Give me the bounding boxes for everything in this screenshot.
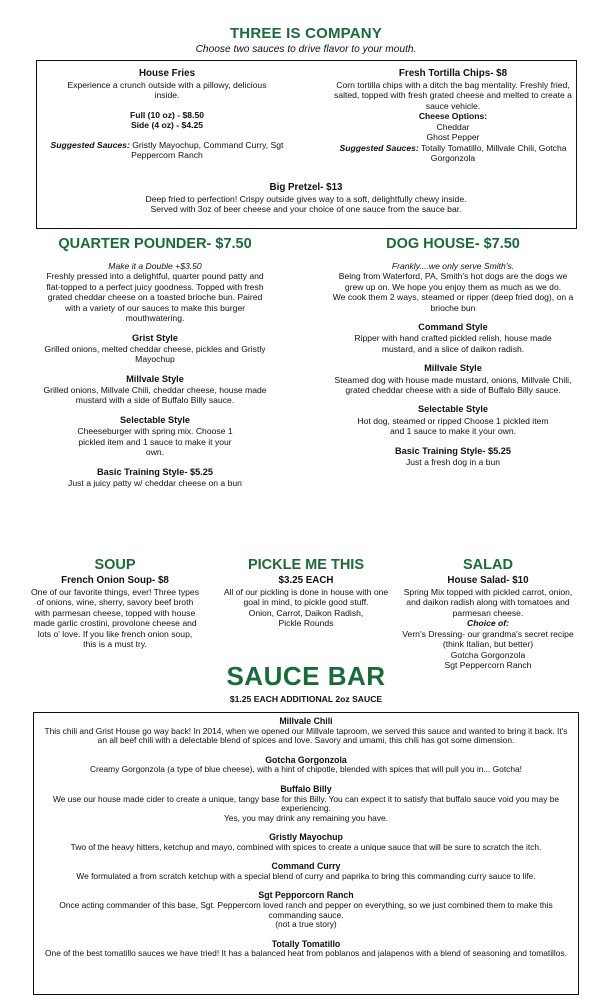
sauce-name: Sgt Pepporcorn Ranch (258, 890, 354, 901)
sauce-name: Command Curry (271, 861, 341, 872)
style-desc: Grilled onions, Millvale Chili, cheddar cheese, house made mustard with a side of Buffalo Billy sauce. (43, 385, 267, 406)
sauce-list (40, 716, 572, 959)
price: $3.25 EACH (278, 574, 334, 586)
item-name: Big Pretzel- $13 (269, 182, 343, 193)
style-name: Basic Training Style- $5.25 (97, 466, 213, 477)
tagline: Frankly....we only serve Smith's. (391, 260, 515, 271)
style-name: Grist Style (132, 332, 178, 343)
sauce-desc: One of the best tomatillo sauces we have tried! It has a balanced heat from poblanos and jalapenos with a blend of seasoning and tomatillos. (45, 948, 567, 959)
salad-section (398, 557, 578, 671)
section-title: SAUCE BAR (226, 661, 386, 691)
cheese-options-label: Cheese Options: (418, 111, 488, 122)
item-desc: Experience a crunch outside with a pillowy, delicious inside. (67, 79, 267, 101)
three-is-company-header (0, 25, 612, 57)
item-desc-2: Served with 3oz of beer cheese and your choice of one sauce from the sauce bar. (150, 204, 462, 215)
section-title: SALAD (463, 557, 513, 573)
sauce-desc: We formulated a from scratch ketchup with a special blend of curry and paprika to bring this commanding curry sauce to life. (76, 870, 536, 881)
sauce-name: Gristly Mayochup (269, 832, 343, 843)
dressing-choice: Sgt Peppercorn Ranch (444, 660, 532, 671)
big-pretzel-item (40, 182, 572, 215)
section-desc: All of our pickling is done in house with one goal in mind, to pickle good stuff. (223, 586, 389, 608)
sauce-desc-2: Yes, you may drink any remaining you have. (223, 812, 389, 823)
suggested-sauces-label: Suggested Sauces: (50, 139, 130, 150)
price-side: Side (4 oz) - $4.25 (130, 120, 204, 131)
dressing-choice: Vern's Dressing- our grandma's secret recipe (think Italian, but better) (402, 628, 574, 650)
suggested-sauces: Totally Tomatillo, Millvale Chili, Gotcha Gorgonzola (421, 142, 567, 164)
sauce-desc: We use our house made cider to create a unique, tangy base for this Billy. You can expect it to satisfy that buffalo sauce void you may be experiencing. (52, 793, 560, 814)
item-name: French Onion Soup- $8 (61, 574, 169, 586)
sauce-bar-header (0, 663, 612, 705)
tortilla-chips-item (328, 68, 578, 164)
sauce-name: Totally Tomatillo (271, 938, 341, 949)
item-name: Fresh Tortilla Chips- $8 (398, 68, 508, 79)
sauce-desc: Creamy Gorgonzola (a type of blue cheese), with a hint of chipotle, blended with spices that will pull you in... Gotcha! (89, 764, 522, 775)
cheese-option: Cheddar (436, 121, 470, 132)
section-desc-2: We cook them 2 ways, steamed or ripper (deep fried dog), on a brioche bun (332, 292, 574, 313)
sauce-name: Gotcha Gorgonzola (265, 754, 347, 765)
sauce-desc: Two of the heavy hitters, ketchup and mayo, combined with spices to create a unique sauce that will be sure to scratch the itch. (70, 841, 542, 852)
soup-section (30, 557, 200, 650)
pickle-items: Onion, Carrot, Daikon Radish, Pickle Rounds (248, 607, 364, 629)
suggested-sauces: Gristly Mayochup, Command Curry, Sgt Peppercorn Ranch (131, 139, 284, 161)
dressing-choice: Gotcha Gorgonzola (450, 649, 526, 660)
style-name: Command Style (418, 322, 488, 333)
style-name: Basic Training Style- $5.25 (395, 445, 511, 456)
sauce-desc: Once acting commander of this base, Sgt. Peppercorn loved ranch and pepper on everything, so we just combined them to make this commanding sauce. (59, 900, 553, 920)
section-title: PICKLE ME THIS (247, 557, 364, 573)
pickle-section (218, 557, 394, 629)
item-name: House Salad- $10 (447, 574, 529, 586)
section-desc: Being from Waterford, PA, Smith's hot dogs are the dogs we grew up on. We hope you enjoy them as much as we do. (338, 271, 568, 292)
section-desc: Freshly pressed into a delightful, quarter pound patty and flat-topped to a perfect juicy goodness. Topped with fresh grated cheddar cheese on a toasted brioche bun. Paired with a variety of our sauces to make this burger mouthwatering. (46, 271, 264, 324)
item-name: House Fries (138, 68, 196, 79)
item-desc: One of our favorite things, ever! Three types of onions, wine, sherry, savory beef broth with parmesan cheese, topped with house made garlic crostini, provolone cheese and lots o' love. If you like french onion soup, this is a must try. (31, 586, 199, 650)
item-desc: Corn tortilla chips with a ditch the bag mentality. Freshly fried, salted, topped with fresh grated cheese and melted to create a sauce vehicle. (334, 79, 572, 111)
style-desc: Just a fresh dog in a bun (405, 456, 501, 467)
dog-house-section (328, 236, 578, 467)
quarter-pounder-section (30, 236, 280, 488)
style-name: Millvale Style (424, 363, 482, 374)
section-title: DOG HOUSE- $7.50 (386, 236, 520, 252)
cheese-option: Ghost Pepper (426, 132, 480, 143)
style-desc: Just a juicy patty w/ cheddar cheese on a bun (68, 477, 242, 488)
sauce-name: Millvale Chili (279, 716, 333, 726)
choice-label: Choice of: (466, 618, 509, 629)
item-desc: Deep fried to perfection! Crispy outside gives way to a soft, delightfully chewy inside. (145, 193, 467, 204)
style-desc: Steamed dog with house made mustard, onions, Millvale Chili, grated cheddar cheese with a side of Buffalo Billy sauce. (334, 374, 572, 395)
suggested-sauces-label: Suggested Sauces: (339, 142, 419, 153)
style-name: Selectable Style (418, 404, 488, 415)
price-full: Full (10 oz) - $8.50 (129, 109, 205, 120)
style-desc: Cheeseburger with spring mix. Choose 1 pickled item and 1 sauce to make it your own. (77, 426, 233, 458)
double-option: Make it a Double +$3.50 (108, 260, 202, 271)
section-subtitle: $1.25 EACH ADDITIONAL 2oz SAUCE (229, 694, 383, 705)
style-desc: Ripper with hand crafted pickled relish, house made mustard, and a slice of daikon radish. (354, 333, 552, 354)
section-title: QUARTER POUNDER- $7.50 (58, 236, 252, 252)
style-desc: Hot dog, steamed or ripped Choose 1 pickled item and 1 sauce to make it your own. (357, 415, 549, 437)
sauce-desc-2: (not a true story) (275, 919, 337, 930)
style-name: Millvale Style (126, 373, 184, 384)
sauce-desc: This chili and Grist House go way back! In 2014, when we opened our Millvale taproom, we served this sauce and wanted to bring it back. It's an all beef chili with a delectable blend of spices and love. Savory and umami, this chili has got some dimension. (44, 725, 568, 746)
style-desc: Grilled onions, melted cheddar cheese, pickles and Gristly Mayochup (44, 343, 266, 365)
section-subtitle: Choose two sauces to drive flavor to your mouth. (195, 44, 417, 56)
section-title: THREE IS COMPANY (229, 25, 383, 42)
house-fries-item (42, 68, 292, 161)
section-title: SOUP (94, 557, 136, 573)
sauce-name: Buffalo Billy (280, 783, 332, 794)
style-name: Selectable Style (120, 414, 190, 425)
item-desc: Spring Mix topped with pickled carrot, onion, and daikon radish along with tomatoes and parmesan cheese. (403, 586, 573, 618)
